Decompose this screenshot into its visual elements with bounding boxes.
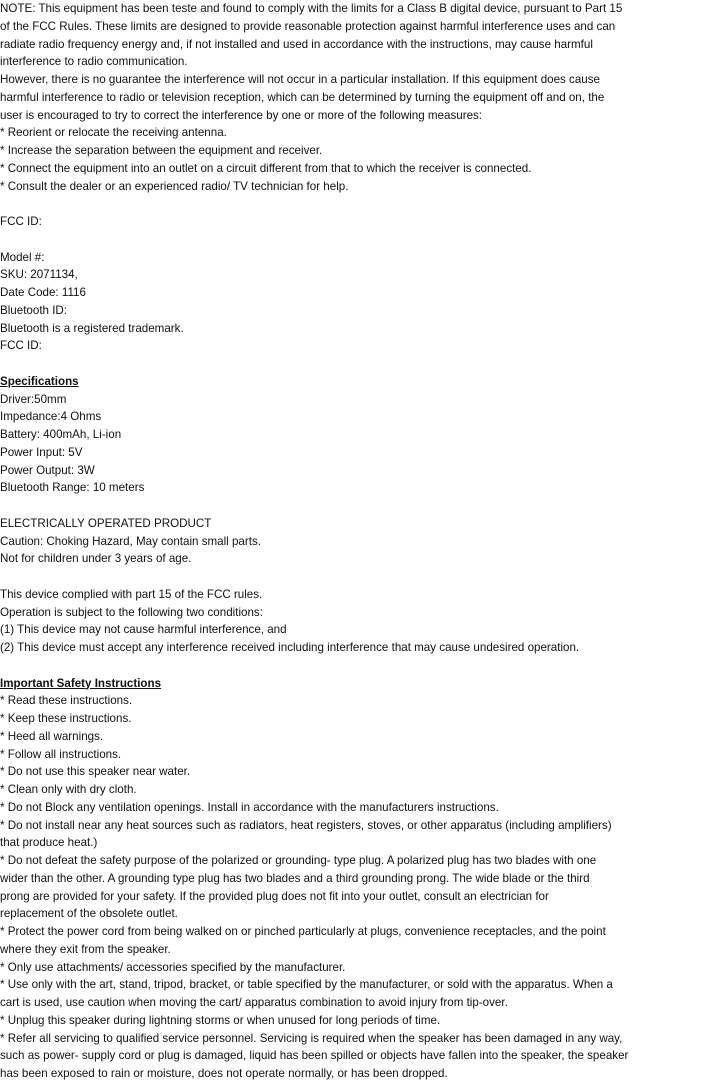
spacer <box>0 657 721 675</box>
spec-item: Impedance:4 Ohms <box>0 410 102 424</box>
model-number: Model #: <box>0 250 45 264</box>
fcc-line: This device complied with part 15 of the FCC rules. <box>0 587 263 601</box>
spacer <box>0 355 721 373</box>
product-info-section <box>0 249 721 356</box>
date-code: Date Code: 1116 <box>0 286 86 299</box>
bluetooth-id: Bluetooth ID: <box>0 303 68 317</box>
safety-item: * Do not Block any ventilation openings. Install in accordance with the manufacturers instructions. <box>0 800 499 814</box>
safety-item: has been exposed to rain or moisture, does not operate normally, or has been dropped. <box>0 1067 448 1080</box>
safety-item: * Keep these instructions. <box>0 712 132 725</box>
fcc-line: (2) This device must accept any interference received including interference that may cause undesired operation. <box>0 641 580 654</box>
specifications-section <box>0 373 721 497</box>
warning-line: ELECTRICALLY OPERATED PRODUCT <box>0 516 212 530</box>
safety-instructions-section <box>0 675 721 1083</box>
measure-item: * Connect the equipment into an outlet on a circuit different from that to which the receiver is connected. <box>0 161 532 175</box>
bluetooth-trademark: Bluetooth is a registered trademark. <box>0 321 184 335</box>
note-line: interference to radio communication. <box>0 55 188 69</box>
warning-line: Not for children under 3 years of age. <box>0 552 192 566</box>
fcc-compliance-section <box>0 586 721 657</box>
spec-item: Driver:50mm <box>0 392 67 406</box>
safety-item: where they exit from the speaker. <box>0 942 171 956</box>
measure-item: * Consult the dealer or an experienced radio/ TV technician for help. <box>0 179 349 193</box>
safety-item: * Read these instructions. <box>0 694 133 708</box>
safety-item: * Follow all instructions. <box>0 747 122 761</box>
note-line: However, there is no guarantee the interference will not occur in a particular installation. If this equipment does cause <box>0 73 600 86</box>
specifications-heading: Specifications <box>0 374 79 388</box>
fcc-id-label: FCC ID: <box>0 339 42 353</box>
note-line: harmful interference to radio or television reception, which can be determined by turning the equipment off and on, the <box>0 90 605 104</box>
note-line: user is encouraged to try to correct the interference by one or more of the following measures: <box>0 108 483 122</box>
fcc-id-label: FCC ID: <box>0 215 42 228</box>
safety-item: prong are provided for your safety. If the provided plug does not fit into your outlet, consult an electrician for <box>0 889 549 903</box>
safety-item: * Do not use this speaker near water. <box>0 765 191 779</box>
fcc-note-section <box>0 0 721 195</box>
safety-item: * Clean only with dry cloth. <box>0 783 137 796</box>
note-line: radiate radio frequency energy and, if not installed and used in accordance with the instructions, may cause harmful <box>0 37 593 51</box>
safety-item: wider than the other. A grounding type plug has two blades and a third grounding prong. The wide blade or the third <box>0 871 590 885</box>
safety-item: that produce heat.) <box>0 836 98 850</box>
safety-item: * Do not defeat the safety purpose of the polarized or grounding- type plug. A polarized plug has two blades with one <box>0 854 597 867</box>
spec-item: Battery: 400mAh, Li-ion <box>0 428 122 441</box>
safety-item: replacement of the obsolete outlet. <box>0 907 178 921</box>
spec-item: Power Input: 5V <box>0 445 83 459</box>
warning-line: Caution: Choking Hazard, May contain small parts. <box>0 534 261 548</box>
spacer <box>0 195 721 213</box>
safety-item: such as power- supply cord or plug is damaged, liquid has been spilled or objects have fallen into the speaker, the speaker <box>0 1049 629 1063</box>
safety-item: * Only use attachments/ accessories specified by the manufacturer. <box>0 960 346 974</box>
fcc-line: (1) This device may not cause harmful interference, and <box>0 623 287 637</box>
safety-item: * Refer all servicing to qualified service personnel. Servicing is required when the speaker has been damaged in any way, <box>0 1031 623 1045</box>
spacer <box>0 568 721 586</box>
safety-item: * Use only with the art, stand, tripod, bracket, or table specified by the manufacturer, or sold with the apparatus. When a <box>0 978 613 992</box>
measure-item: * Reorient or relocate the receiving antenna. <box>0 126 227 140</box>
fcc-line: Operation is subject to the following two conditions: <box>0 605 263 619</box>
safety-item: * Heed all warnings. <box>0 729 104 743</box>
safety-item: * Unplug this speaker during lightning storms or when unused for long periods of time. <box>0 1013 441 1027</box>
spec-item: Power Output: 3W <box>0 463 95 477</box>
spacer <box>0 497 721 515</box>
note-line: of the FCC Rules. These limits are designed to provide reasonable protection against harmful interference uses and can <box>0 19 616 33</box>
spec-item: Bluetooth Range: 10 meters <box>0 481 145 495</box>
spacer <box>0 231 721 249</box>
safety-item: * Do not install near any heat sources such as radiators, heat registers, stoves, or other apparatus (including amplifiers) <box>0 818 612 832</box>
safety-heading: Important Safety Instructions <box>0 676 162 690</box>
note-line: NOTE: This equipment has been teste and found to comply with the limits for a Class B digital device, pursuant to Part 15 <box>0 2 623 15</box>
safety-item: * Protect the power cord from being walked on or pinched particularly at plugs, convenience receptacles, and the point <box>0 925 606 938</box>
measure-item: * Increase the separation between the equipment and receiver. <box>0 144 323 157</box>
sku: SKU: 2071134, <box>0 268 78 282</box>
safety-item: cart is used, use caution when moving the cart/ apparatus combination to avoid injury from tip-over. <box>0 996 508 1009</box>
warning-section <box>0 515 721 568</box>
